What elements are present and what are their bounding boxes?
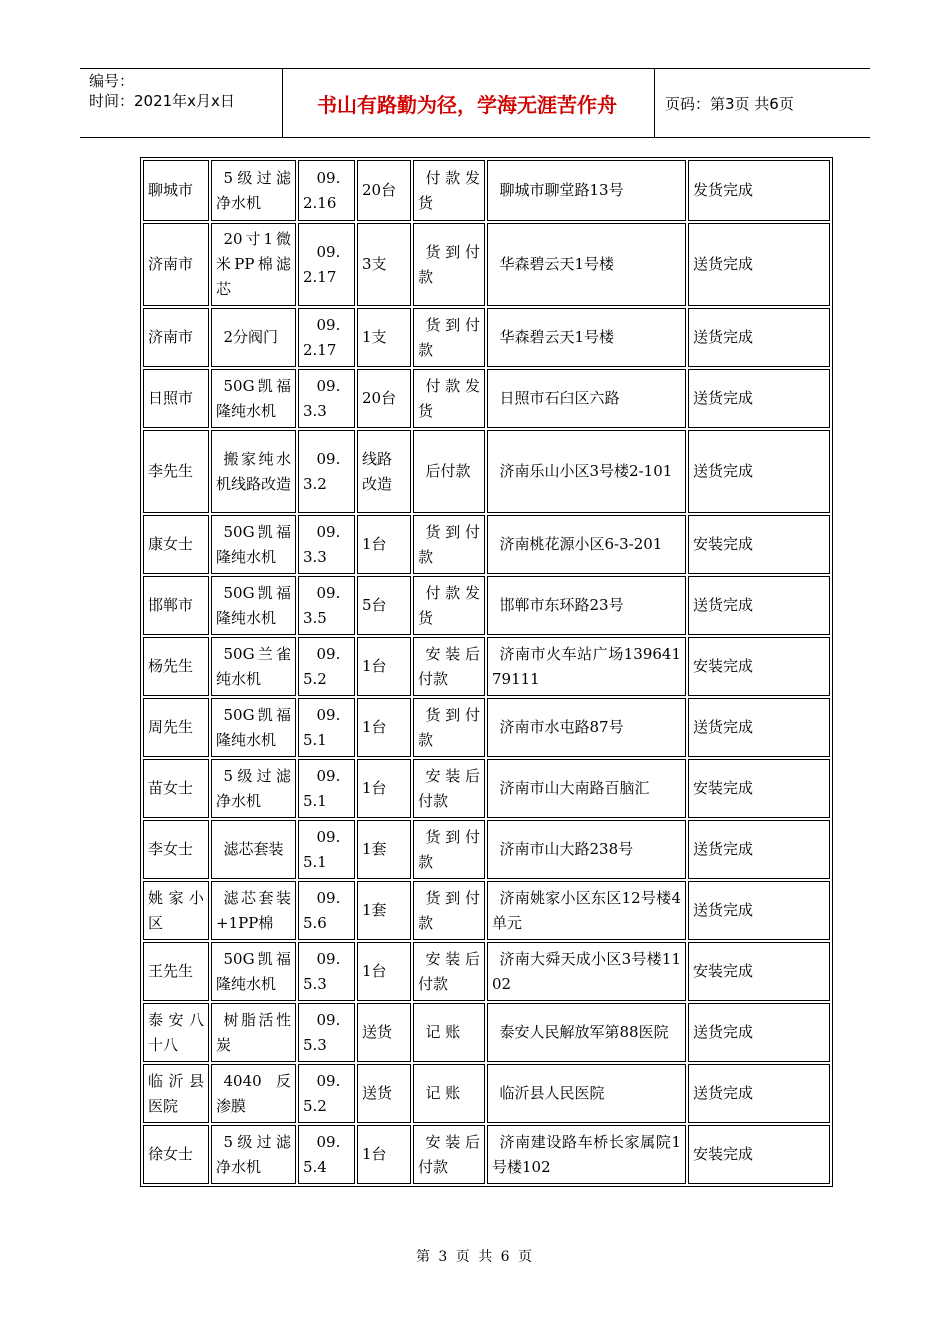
date-cell: 09.2.16: [298, 160, 355, 221]
table-row: [143, 515, 830, 574]
status-cell: 送货完成: [688, 881, 830, 940]
status-cell: 送货完成: [688, 308, 830, 367]
status-cell: 送货完成: [688, 1064, 830, 1123]
date-cell: 09.5.2: [298, 1064, 355, 1123]
status-cell: 送货完成: [688, 430, 830, 513]
page-footer: 第 3 页 共 6 页: [415, 1249, 535, 1265]
table-row: [143, 369, 830, 428]
date-cell: 09.2.17: [298, 223, 355, 306]
quantity-cell: 送货: [357, 1064, 411, 1123]
payment-cell: 记 账: [413, 1064, 485, 1123]
status-cell: 安装完成: [688, 759, 830, 818]
product-cell: 搬家纯水机线路改造: [211, 430, 296, 513]
orders-table-body: [143, 160, 830, 1184]
table-row: [143, 759, 830, 818]
quantity-cell: 1支: [357, 308, 411, 367]
date-cell: 09.3.5: [298, 576, 355, 635]
status-cell: 送货完成: [688, 576, 830, 635]
customer-name-cell: 邯郸市: [143, 576, 209, 635]
product-cell: 50G凯福隆纯水机: [211, 576, 296, 635]
address-cell: 华森碧云天1号楼: [487, 223, 686, 306]
date-cell: 09.5.1: [298, 698, 355, 757]
header-motto: 书山有路勤为径，学海无涯苦作舟: [317, 92, 617, 117]
date-cell: 09.5.3: [298, 1003, 355, 1062]
product-cell: 5级过滤净水机: [211, 1125, 296, 1184]
date-cell: 09.2.17: [298, 308, 355, 367]
payment-cell: 安装后付款: [413, 942, 485, 1001]
address-cell: 济南市山大路238号: [487, 820, 686, 879]
customer-name-cell: 李先生: [143, 430, 209, 513]
date-cell: 09.5.1: [298, 759, 355, 818]
product-cell: 20寸1微米PP棉滤芯: [211, 223, 296, 306]
payment-cell: 货到付款: [413, 223, 485, 306]
address-cell: 济南大舜天成小区3号楼1102: [487, 942, 686, 1001]
product-cell: 滤芯套装+1PP棉: [211, 881, 296, 940]
customer-name-cell: 临沂县医院: [143, 1064, 209, 1123]
table-row: [143, 942, 830, 1001]
quantity-cell: 线路改造: [357, 430, 411, 513]
payment-cell: 记 账: [413, 1003, 485, 1062]
address-cell: 济南市火车站广场13964179111: [487, 637, 686, 696]
table-row: [143, 881, 830, 940]
header-info: [89, 71, 279, 111]
address-cell: 济南桃花源小区6-3-201: [487, 515, 686, 574]
status-cell: 送货完成: [688, 369, 830, 428]
address-cell: 日照市石臼区六路: [487, 369, 686, 428]
status-cell: 发货完成: [688, 160, 830, 221]
table-row: [143, 576, 830, 635]
product-cell: 50G兰雀纯水机: [211, 637, 296, 696]
customer-name-cell: 姚家小区: [143, 881, 209, 940]
customer-name-cell: 李女士: [143, 820, 209, 879]
payment-cell: 后付款: [413, 430, 485, 513]
quantity-cell: 20台: [357, 369, 411, 428]
date-cell: 09.5.1: [298, 820, 355, 879]
table-row: [143, 430, 830, 513]
table-row: [143, 160, 830, 221]
payment-cell: 货到付款: [413, 820, 485, 879]
product-cell: 2分阀门: [211, 308, 296, 367]
status-cell: 安装完成: [688, 515, 830, 574]
table-row: [143, 1064, 830, 1123]
payment-cell: 货到付款: [413, 308, 485, 367]
header-divider: [654, 69, 655, 137]
customer-name-cell: 王先生: [143, 942, 209, 1001]
customer-name-cell: 济南市: [143, 308, 209, 367]
address-cell: 济南姚家小区东区12号楼4单元: [487, 881, 686, 940]
address-cell: 华森碧云天1号楼: [487, 308, 686, 367]
customer-name-cell: 济南市: [143, 223, 209, 306]
quantity-cell: 5台: [357, 576, 411, 635]
date-cell: 09.5.3: [298, 942, 355, 1001]
address-cell: 济南乐山小区3号楼2-101: [487, 430, 686, 513]
header-page-info: 页码：第3页 共6页: [665, 94, 794, 113]
address-cell: 济南市山大南路百脑汇: [487, 759, 686, 818]
customer-name-cell: 聊城市: [143, 160, 209, 221]
table-row: [143, 308, 830, 367]
time-label: 时间：2021年x月x日: [89, 92, 235, 110]
address-cell: 泰安人民解放军第88医院: [487, 1003, 686, 1062]
status-cell: 送货完成: [688, 820, 830, 879]
table-row: [143, 1125, 830, 1184]
payment-cell: 安装后付款: [413, 759, 485, 818]
quantity-cell: 1台: [357, 637, 411, 696]
page-header: [80, 68, 870, 138]
status-cell: 送货完成: [688, 1003, 830, 1062]
table-row: [143, 820, 830, 879]
payment-cell: 付款发货: [413, 576, 485, 635]
customer-name-cell: 康女士: [143, 515, 209, 574]
quantity-cell: 1台: [357, 1125, 411, 1184]
date-cell: 09.5.4: [298, 1125, 355, 1184]
quantity-cell: 1套: [357, 820, 411, 879]
product-cell: 50G凯福隆纯水机: [211, 698, 296, 757]
payment-cell: 付款发货: [413, 160, 485, 221]
payment-cell: 货到付款: [413, 881, 485, 940]
customer-name-cell: 泰安八十八: [143, 1003, 209, 1062]
product-cell: 4040反渗膜: [211, 1064, 296, 1123]
date-cell: 09.5.2: [298, 637, 355, 696]
doc-number-label: 编号：: [89, 72, 135, 90]
table-row: [143, 223, 830, 306]
address-cell: 济南建设路车桥长家属院1号楼102: [487, 1125, 686, 1184]
address-cell: 临沂县人民医院: [487, 1064, 686, 1123]
payment-cell: 货到付款: [413, 515, 485, 574]
customer-name-cell: 周先生: [143, 698, 209, 757]
customer-name-cell: 徐女士: [143, 1125, 209, 1184]
status-cell: 安装完成: [688, 942, 830, 1001]
product-cell: 50G凯福隆纯水机: [211, 369, 296, 428]
quantity-cell: 1台: [357, 942, 411, 1001]
table-row: [143, 637, 830, 696]
quantity-cell: 1台: [357, 698, 411, 757]
product-cell: 树脂活性炭: [211, 1003, 296, 1062]
quantity-cell: 20台: [357, 160, 411, 221]
payment-cell: 付款发货: [413, 369, 485, 428]
table-row: [143, 1003, 830, 1062]
product-cell: 5级过滤净水机: [211, 160, 296, 221]
customer-name-cell: 苗女士: [143, 759, 209, 818]
product-cell: 50G凯福隆纯水机: [211, 515, 296, 574]
date-cell: 09.3.3: [298, 369, 355, 428]
date-cell: 09.3.2: [298, 430, 355, 513]
customer-name-cell: 杨先生: [143, 637, 209, 696]
payment-cell: 安装后付款: [413, 637, 485, 696]
status-cell: 安装完成: [688, 637, 830, 696]
date-cell: 09.5.6: [298, 881, 355, 940]
orders-table: [140, 157, 833, 1187]
payment-cell: 货到付款: [413, 698, 485, 757]
quantity-cell: 3支: [357, 223, 411, 306]
address-cell: 邯郸市东环路23号: [487, 576, 686, 635]
date-cell: 09.3.3: [298, 515, 355, 574]
table-row: [143, 698, 830, 757]
product-cell: 50G凯福隆纯水机: [211, 942, 296, 1001]
quantity-cell: 送货: [357, 1003, 411, 1062]
status-cell: 送货完成: [688, 698, 830, 757]
status-cell: 安装完成: [688, 1125, 830, 1184]
address-cell: 济南市水屯路87号: [487, 698, 686, 757]
quantity-cell: 1台: [357, 515, 411, 574]
quantity-cell: 1台: [357, 759, 411, 818]
quantity-cell: 1套: [357, 881, 411, 940]
product-cell: 滤芯套装: [211, 820, 296, 879]
product-cell: 5级过滤净水机: [211, 759, 296, 818]
payment-cell: 安装后付款: [413, 1125, 485, 1184]
status-cell: 送货完成: [688, 223, 830, 306]
customer-name-cell: 日照市: [143, 369, 209, 428]
address-cell: 聊城市聊堂路13号: [487, 160, 686, 221]
